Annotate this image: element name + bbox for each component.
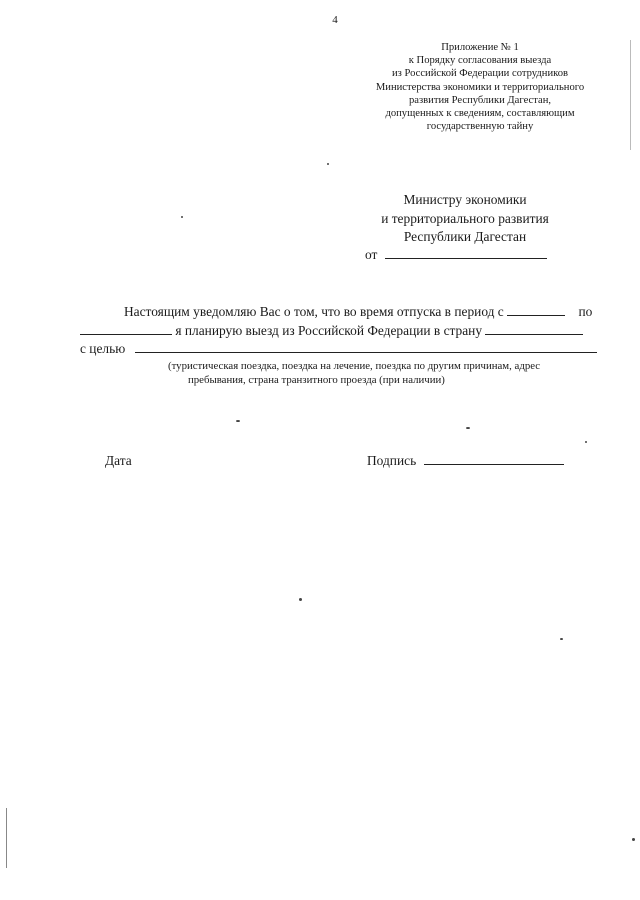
appendix-line: к Порядку согласования выезда (408, 55, 552, 67)
scan-speck (236, 420, 240, 422)
date-label: Дата (105, 453, 132, 468)
notice-line-3 (80, 341, 597, 357)
hint-line: пребывания, страна транзитного проезда (при наличии) (188, 374, 445, 386)
signature-line (367, 453, 564, 469)
notice-line-2 (80, 323, 583, 339)
appendix-line: государственную тайну (426, 121, 534, 133)
addressee-line: Министру экономики (403, 192, 527, 207)
scan-speck (632, 838, 635, 841)
scan-speck (181, 216, 183, 218)
purpose-hint (168, 359, 540, 387)
notice-text-2: я планирую выезд из Российской Федерации в страну (175, 323, 483, 338)
scan-edge-line (630, 40, 631, 150)
appendix-header (345, 41, 615, 133)
appendix-line: Министерства экономики и территориального (375, 81, 585, 93)
appendix-line: допущенных к сведениям, составляющим (385, 108, 575, 120)
from-blank[interactable] (385, 247, 547, 259)
period-start-blank[interactable] (507, 304, 565, 316)
appendix-line: развития Республики Дагестан, (408, 94, 552, 106)
scan-speck (560, 638, 563, 640)
notice-suffix: по (578, 304, 593, 319)
addressee-line: Республики Дагестан (403, 229, 527, 244)
scan-speck (327, 163, 329, 165)
addressee-line: и территориального развития (381, 210, 549, 226)
scan-speck (585, 441, 587, 443)
scan-speck (299, 598, 302, 601)
purpose-label: с целью (80, 341, 126, 356)
notice-text-1: Настоящим уведомляю Вас о том, что во время отпуска в период с (124, 304, 504, 319)
appendix-line: Приложение № 1 (441, 42, 519, 53)
signature-label: Подпись (367, 453, 417, 468)
scan-edge-line (6, 808, 7, 868)
period-end-blank[interactable] (80, 323, 172, 335)
from-line (365, 247, 547, 263)
from-label: от (365, 247, 378, 262)
page-number: 4 (332, 14, 338, 26)
notice-line-1 (124, 304, 592, 320)
country-blank[interactable] (485, 323, 583, 335)
purpose-blank[interactable] (135, 341, 597, 353)
signature-blank[interactable] (424, 453, 564, 465)
hint-line: (туристическая поездка, поездка на лечение, поездка по другим причинам, адрес (168, 360, 541, 372)
addressee-block (330, 191, 600, 247)
scan-speck (466, 427, 470, 429)
appendix-line: из Российской Федерации сотрудников (391, 68, 569, 80)
